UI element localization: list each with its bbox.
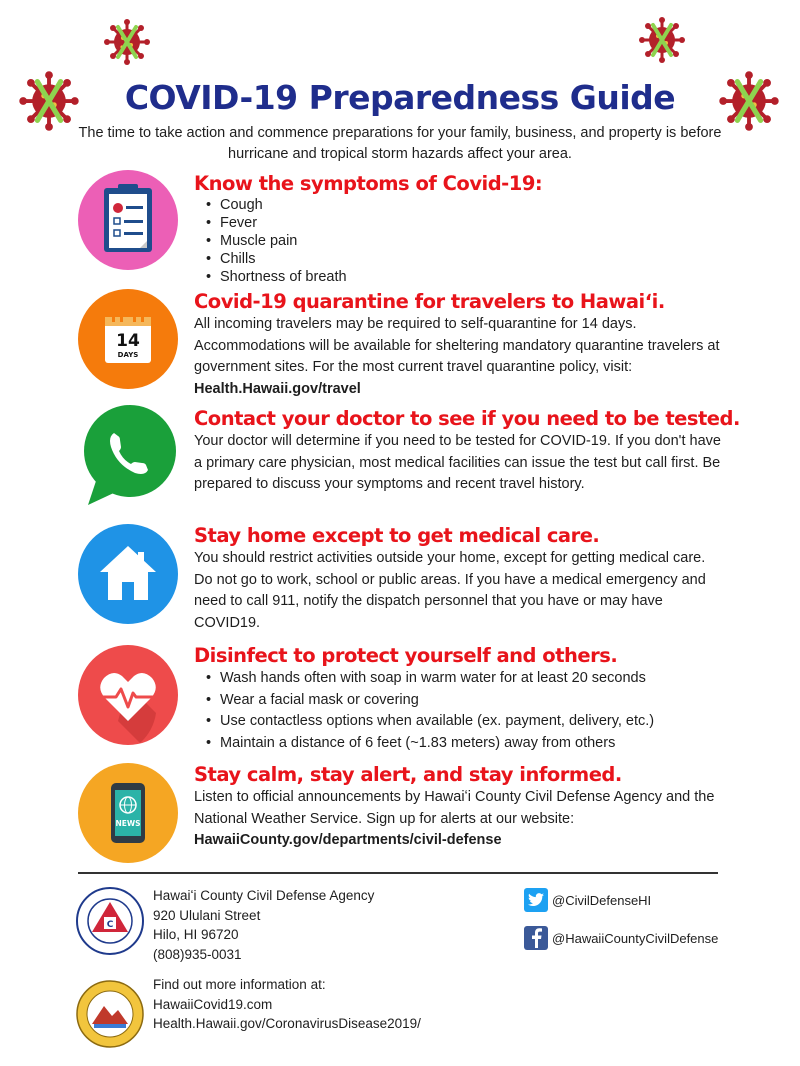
phone-news-icon (78, 763, 178, 863)
section-heading: Covid-19 quarantine for travelers to Hawaiʻi. (194, 290, 665, 313)
twitter-icon (524, 888, 548, 912)
home-icon (78, 524, 178, 624)
news-label: NEWS (115, 819, 141, 828)
section-quarantine (194, 290, 724, 400)
county-seal-icon (76, 980, 144, 1048)
info-intro: Find out more information at: (153, 977, 326, 992)
list-item: • Muscle pain (206, 232, 724, 250)
info-link[interactable]: Health.Hawaii.gov/CoronavirusDisease2019/ (153, 1016, 421, 1031)
page-subtitle: The time to take action and commence preparations for your family, business, and property is before hurricane and tropical storm hazards affect your area. (78, 125, 722, 162)
crossed-virus-icon (103, 18, 151, 66)
disinfect-list (194, 668, 724, 754)
section-heading: Know the symptoms of Covid-19: (194, 172, 543, 195)
agency-street: 920 Ululani Street (153, 907, 261, 923)
calendar-icon (78, 289, 178, 389)
info-link[interactable]: HawaiiCovid19.com (153, 996, 273, 1012)
facebook-label: @HawaiiCountyCivilDefense (552, 930, 719, 946)
phone-icon (78, 405, 178, 505)
twitter-label: @CivilDefenseHI (552, 892, 652, 908)
body-text: All incoming travelers may be required to self-quarantine for 14 days. Accommodations will be available for sheltering mandatory quarantine travelers at government sites. For the most current travel quarantine policy, visit: (194, 316, 720, 375)
footer-divider (78, 872, 718, 874)
crossed-virus-icon (638, 16, 686, 64)
section-disinfect (194, 644, 724, 754)
section-stay-informed (194, 763, 724, 852)
section-body: Your doctor will determine if you need to be tested for COVID-19. If you don't have a primary care physician, most medical facilities can issue the test but call first. Be prepared to discuss your symptoms and recent travel history. (194, 433, 721, 492)
list-item: • Wear a facial mask or covering (206, 690, 724, 712)
twitter-handle[interactable] (524, 888, 651, 912)
page-title: COVID-19 Preparedness Guide (124, 78, 676, 117)
list-item: • Wash hands often with soap in warm water for at least 20 seconds (206, 668, 724, 690)
section-body (194, 314, 724, 400)
info-block (153, 975, 421, 1034)
section-heading: Stay home except to get medical care. (194, 524, 600, 547)
civil-defense-seal-icon (76, 887, 144, 955)
facebook-handle[interactable] (524, 926, 718, 950)
calendar-label: DAYS (117, 351, 139, 359)
agency-name: Hawaiʻi County Civil Defense Agency (153, 888, 375, 903)
section-doctor (194, 407, 740, 496)
section-body: You should restrict activities outside your home, except for getting medical care. Do not go to work, school or public areas. If you have a medical emergency and need to call 911, notify the dispatch personnel that you have or may have COVID19. (194, 550, 706, 631)
body-text: Listen to official announcements by Hawaiʻi County Civil Defense Agency and the National Weather Service. Sign up for alerts at our website: (194, 789, 715, 827)
agency-city: Hilo, HI 96720 (153, 927, 239, 942)
clipboard-icon (78, 170, 178, 270)
symptoms-list (194, 196, 724, 286)
travel-link[interactable]: Health.Hawaii.gov/travel (194, 380, 361, 397)
section-heading: Disinfect to protect yourself and others. (194, 644, 618, 667)
list-item: • Use contactless options when available (ex. payment, delivery, etc.) (206, 711, 724, 733)
svg-text:C: C (106, 920, 114, 930)
section-heading: Contact your doctor to see if you need to be tested. (194, 407, 740, 430)
list-item: • Maintain a distance of 6 feet (~1.83 meters) away from others (206, 733, 724, 755)
calendar-number: 14 (116, 331, 140, 351)
section-heading: Stay calm, stay alert, and stay informed. (194, 763, 622, 786)
section-symptoms (194, 172, 724, 286)
list-item: • Cough (206, 196, 724, 214)
list-item: • Fever (206, 214, 724, 232)
civil-defense-link[interactable]: HawaiiCounty.gov/departments/civil-defense (194, 832, 502, 848)
section-body (194, 787, 724, 852)
heart-icon (78, 645, 178, 745)
list-item: • Chills (206, 250, 724, 268)
section-stay-home (194, 524, 724, 634)
list-item: • Shortness of breath (206, 268, 724, 286)
facebook-icon (524, 926, 548, 950)
agency-contact (153, 886, 374, 964)
agency-phone[interactable]: (808)935-0031 (153, 946, 242, 962)
